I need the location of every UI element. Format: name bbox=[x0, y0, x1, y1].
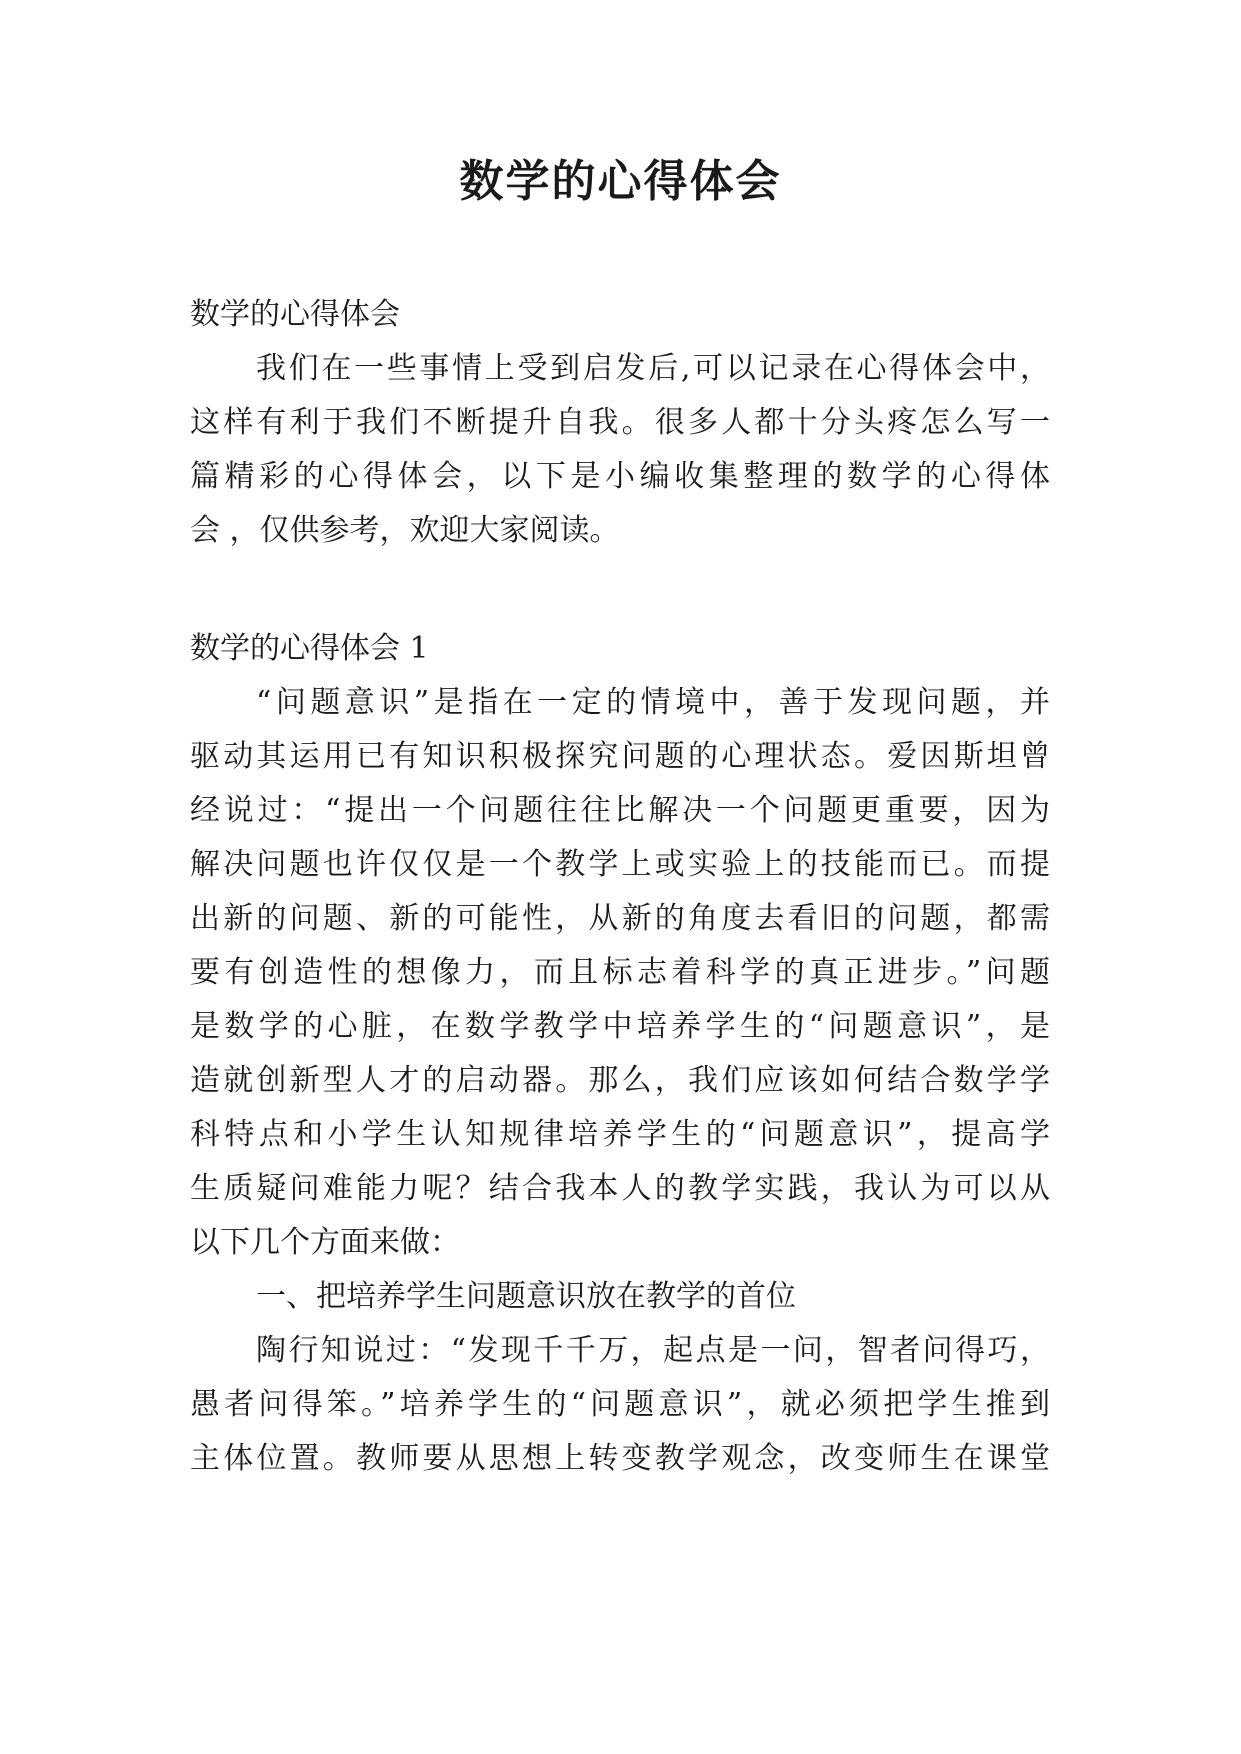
document-heading: 数学的心得体会 bbox=[190, 297, 400, 332]
section-line: 以下几个方面来做： bbox=[190, 1225, 460, 1260]
point-one-heading: 一、把培养学生问题意识放在教学的首位 bbox=[256, 1279, 796, 1314]
section-line: 要有创造性的想像力，而且标志着科学的真正进步。”问题 bbox=[190, 955, 1050, 990]
section-line: 出新的问题、新的可能性，从新的角度去看旧的问题，都需 bbox=[190, 901, 1050, 936]
section-line: 解决问题也许仅仅是一个教学上或实验上的技能而已。而提 bbox=[190, 847, 1050, 882]
intro-line: 我们在一些事情上受到启发后,可以记录在心得体会中， bbox=[256, 351, 1050, 386]
intro-line: 篇精彩的心得体会，以下是小编收集整理的数学的心得体 bbox=[190, 459, 1050, 494]
section-line: 经说过：“提出一个问题往往比解决一个问题更重要，因为 bbox=[190, 793, 1050, 828]
section-line: 科特点和小学生认知规律培养学生的“问题意识”，提高学 bbox=[190, 1117, 1050, 1152]
section-line: 造就创新型人才的启动器。那么，我们应该如何结合数学学 bbox=[190, 1063, 1050, 1098]
intro-line: 这样有利于我们不断提升自我。很多人都十分头疼怎么写一 bbox=[190, 405, 1050, 440]
point-one-line: 愚者问得笨。”培养学生的“问题意识”，就必须把学生推到 bbox=[190, 1387, 1050, 1422]
intro-line: 会 ，仅供参考，欢迎大家阅读。 bbox=[190, 513, 620, 548]
document-title: 数学的心得体会 bbox=[459, 156, 782, 207]
document-body bbox=[190, 288, 1050, 1486]
section-line: 生质疑问难能力呢？结合我本人的教学实践，我认为可以从 bbox=[190, 1171, 1050, 1206]
point-one-line: 陶行知说过：“发现千千万，起点是一问，智者问得巧， bbox=[256, 1333, 1050, 1368]
paragraph-gap bbox=[190, 558, 1050, 622]
point-one-line: 主体位置。教师要从思想上转变教学观念，改变师生在课堂 bbox=[190, 1441, 1050, 1476]
section-line: 驱动其运用已有知识积极探究问题的心理状态。爱因斯坦曾 bbox=[190, 739, 1050, 774]
section-line: “问题意识”是指在一定的情境中，善于发现问题，并 bbox=[256, 685, 1050, 720]
section-line: 是数学的心脏，在数学教学中培养学生的“问题意识”，是 bbox=[190, 1009, 1050, 1044]
section-heading: 数学的心得体会 1 bbox=[190, 631, 429, 666]
